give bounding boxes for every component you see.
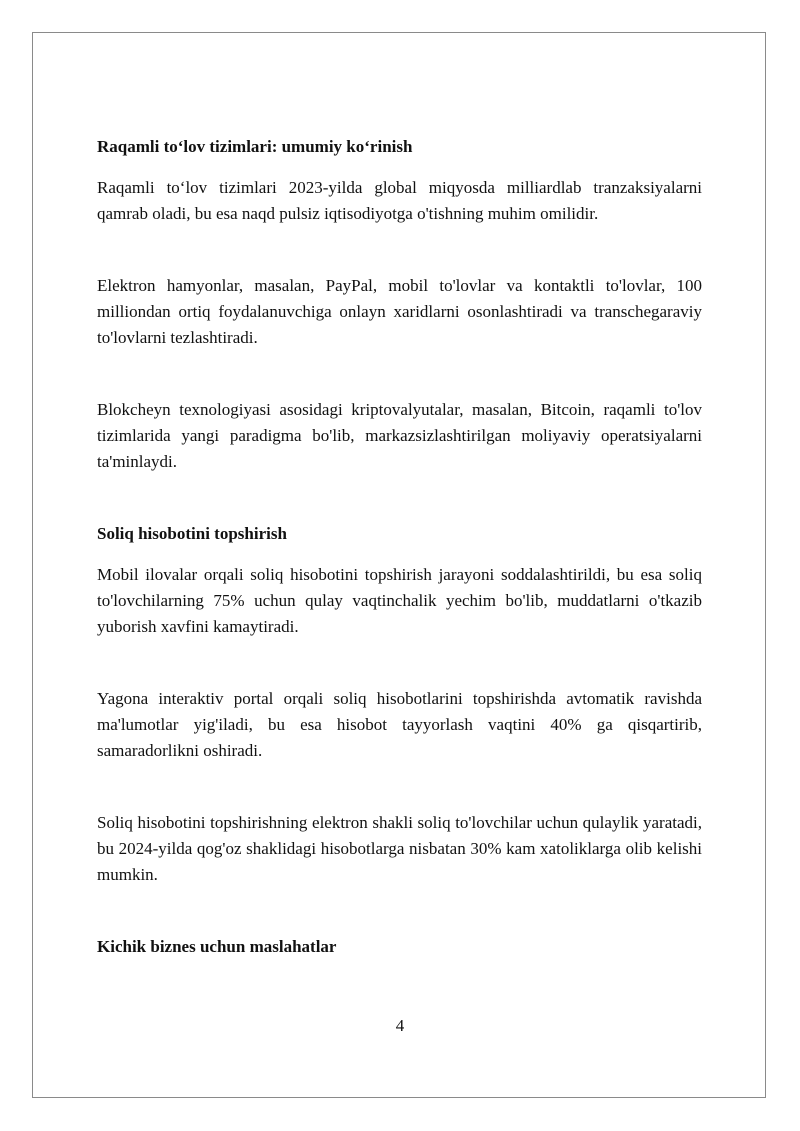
paragraph: Soliq hisobotini topshirishning elektron shakli soliq to'lovchilar uchun qulaylik yaratadi, bu 2024-yilda qog'oz shaklidagi hisobotlarga nisbatan 30% kam xatoliklarga olib kelishi mumkin. bbox=[97, 813, 702, 884]
section-heading-small-business: Kichik biznes uchun maslahatlar bbox=[97, 937, 337, 956]
paragraph: Yagona interaktiv portal orqali soliq hisobotlarini topshirishda avtomatik ravishda ma'lumotlar yig'iladi, bu esa hisobot tayyorlash vaqtini 40% ga qisqartirib, samaradorlikni oshiradi. bbox=[97, 689, 702, 760]
paragraph: Raqamli to‘lov tizimlari 2023-yilda global miqyosda milliardlab tranzaksiyalarni qamrab oladi, bu esa naqd pulsiz iqtisodiyotga o'tishning muhim omilidir. bbox=[97, 178, 702, 223]
page-number: 4 bbox=[395, 1016, 405, 1035]
section-heading-tax-reporting: Soliq hisobotini topshirish bbox=[97, 524, 287, 543]
paragraph: Blokcheyn texnologiyasi asosidagi kriptovalyutalar, masalan, Bitcoin, raqamli to'lov tizimlarida yangi paradigma bo'lib, markazsizlashtirilgan moliyaviy operatsiyalarni ta'minlaydi. bbox=[97, 400, 702, 471]
paragraph: Elektron hamyonlar, masalan, PayPal, mobil to'lovlar va kontaktli to'lovlar, 100 milliondan ortiq foydalanuvchiga onlayn xaridlarni osonlashtiradi va transchegaraviy to'lovlarni tezlashtiradi. bbox=[97, 276, 702, 347]
paragraph: Mobil ilovalar orqali soliq hisobotini topshirish jarayoni soddalashtirildi, bu esa soliq to'lovchilarning 75% uchun qulay vaqtinchalik yechim bo'lib, muddatlarni o'tkazib yuborish xavfini kamaytiradi. bbox=[97, 565, 702, 636]
page-content bbox=[97, 134, 702, 960]
section-heading-digital-payments: Raqamli to‘lov tizimlari: umumiy ko‘rinish bbox=[97, 137, 413, 156]
